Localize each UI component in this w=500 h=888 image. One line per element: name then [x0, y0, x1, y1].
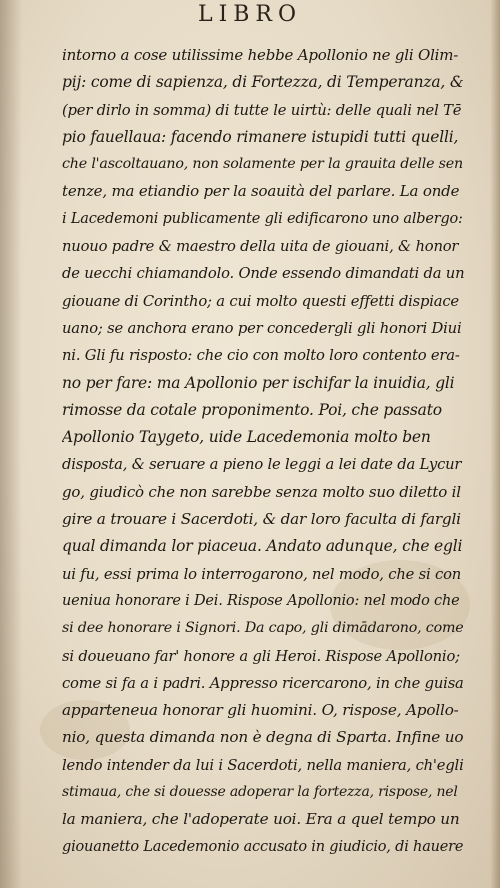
text-line: come si fa a i padri. Appresso ricercarono, in che guisa [62, 674, 464, 692]
text-line: la maniera, che l'adoperate uoi. Era a quel tempo un [62, 810, 460, 829]
text-line: i Lacedemoni publicamente gli edificarono uno albergo: [62, 210, 463, 227]
gutter-shadow [0, 0, 22, 888]
text-line: nio, questa dimanda non è degna di Sparta. Infine uo [62, 728, 464, 747]
text-line: si dee honorare i Signori. Da capo, gli dimādarono, come [62, 620, 464, 637]
running-title: LIBRO [197, 2, 303, 27]
text-line: tenze, ma etiandio per la soauità del parlare. La onde [62, 182, 460, 201]
text-line: Apollonio Taygeto, uide Lacedemonia molto ben [62, 428, 431, 447]
text-line: (per dirlo in somma) di tutte le uirtù: delle quali nel Tē [62, 101, 462, 119]
page-edge [490, 0, 500, 888]
body-text [62, 42, 464, 861]
text-line: nuouo padre & maestro della uita de giouani, & honor [62, 238, 459, 256]
text-line: disposta, & seruare a pieno le leggi a lei date da Lycur [62, 456, 462, 474]
text-line: lendo intender da lui i Sacerdoti, nella maniera, ch'egli [62, 756, 464, 774]
text-line: no per fare: ma Apollonio per ischifar la inuidia, gli [62, 373, 455, 392]
text-line: pio fauellaua: facendo rimanere istupidi tutti quelli, [62, 127, 459, 146]
text-line: uano; se anchora erano per concedergli gli honori Diui [62, 319, 462, 337]
text-line: apparteneua honorar gli huomini. O, rispose, Apollo- [62, 701, 459, 720]
text-line: giouanetto Lacedemonio accusato in giudicio, di hauere [62, 838, 464, 855]
text-line: giouane di Corintho; a cui molto questi effetti dispiace [62, 292, 459, 310]
text-line: pij: come di sapienza, di Fortezza, di Temperanza, & [62, 73, 464, 92]
text-line: de uecchi chiamandolo. Onde essendo dimandati da un [62, 265, 464, 283]
text-line: intorno a cose utilissime hebbe Apollonio ne gli Olim- [62, 46, 459, 64]
text-line: si doueuano far' honore a gli Heroi. Rispose Apollonio; [62, 647, 460, 665]
text-line: rimosse da cotale proponimento. Poi, che passato [62, 400, 442, 419]
text-line: stimaua, che si douesse adoperar la fortezza, rispose, nel [62, 784, 458, 801]
text-line: qual dimanda lor piaceua. Andato adunque, che egli [62, 537, 463, 556]
text-line: go, giudicò che non sarebbe senza molto suo diletto il [62, 482, 461, 501]
text-line: che l'ascoltauano, non solamente per la grauita delle sen [62, 156, 464, 173]
text-line: gire a trouare i Sacerdoti, & dar loro faculta di fargli [62, 510, 461, 529]
text-line: ueniua honorare i Dei. Rispose Apollonio: nel modo che [62, 592, 460, 609]
text-line: ui fu, essi prima lo interrogarono, nel modo, che si con [62, 565, 462, 583]
text-line: ni. Gli fu risposto: che cio con molto loro contento era- [62, 347, 460, 365]
